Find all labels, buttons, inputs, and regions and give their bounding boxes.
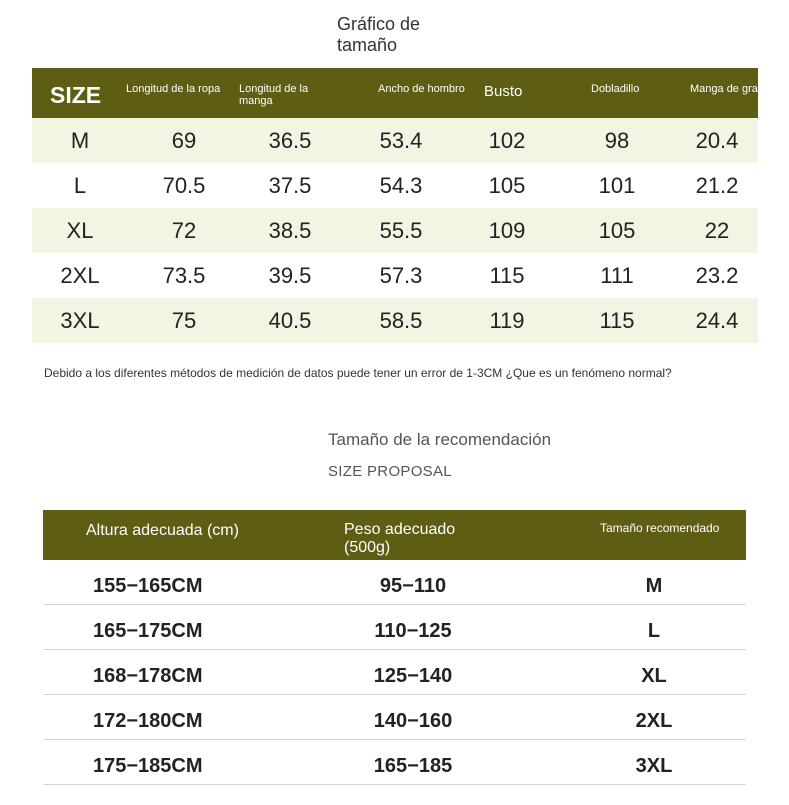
cell-hem: 111 [600,263,634,288]
cell-cuff: 23.2 [695,263,739,288]
recommendation-header [43,510,746,560]
cell-size: XL [66,218,94,243]
cell-recommended-size: L [647,620,661,642]
size-chart-header [32,68,770,118]
size-chart-row [32,208,758,253]
size-chart-row [32,298,758,343]
measurement-note: Debido a los diferentes métodos de medición de datos puede tener un error de 1-3CM ¿Que es un fenómeno normal? [44,366,672,380]
header-cuff: Manga de grasa [690,83,770,95]
cell-cuff: 24.4 [695,308,739,333]
cell-height: 172−180CM [93,710,203,732]
cell-shoulder: 55.5 [379,218,423,243]
cell-length: 70.5 [162,173,206,198]
cell-recommended-size: M [645,575,663,597]
cell-sleeve: 37.5 [268,173,312,198]
cell-length: 72 [171,218,197,243]
recommendation-row [43,695,746,740]
header-bust: Busto [484,83,523,100]
size-chart-row [32,253,758,298]
header-sleeve: Longitud de la manga [239,83,309,107]
header-length: Longitud de la ropa [126,83,221,95]
header-shoulder: Ancho de hombro [378,83,465,95]
cell-size: 3XL [60,308,100,333]
cell-weight: 110−125 [374,620,452,642]
recommendation-row [43,650,746,695]
cell-height: 168−178CM [93,665,203,687]
cell-height: 175−185CM [93,755,203,777]
cell-weight: 140−160 [373,710,453,732]
cell-shoulder: 54.3 [379,173,423,198]
cell-sleeve: 39.5 [268,263,312,288]
cell-sleeve: 36.5 [268,128,312,153]
cell-cuff: 20.4 [695,128,739,153]
cell-weight: 125−140 [373,665,453,687]
header-hem: Dobladillo [591,83,640,95]
cell-size: 2XL [60,263,100,288]
cell-sleeve: 38.5 [268,218,312,243]
cell-cuff: 22 [704,218,730,243]
cell-shoulder: 53.4 [379,128,423,153]
recommendation-row [43,740,746,785]
cell-length: 73.5 [162,263,206,288]
cell-cuff: 21.2 [695,173,739,198]
cell-height: 155−165CM [93,575,203,597]
cell-recommended-size: 2XL [635,710,673,732]
cell-sleeve: 40.5 [268,308,312,333]
size-chart-row [32,163,758,208]
size-chart-table [32,68,770,343]
size-chart-row [32,118,758,163]
cell-shoulder: 57.3 [379,263,423,288]
recommendation-row [43,560,746,605]
cell-hem: 101 [598,173,636,198]
recommendation-table [43,510,746,785]
recommendation-title: Tamaño de la recomendación [328,430,552,449]
cell-bust: 105 [488,173,526,198]
cell-bust: 119 [489,308,525,333]
cell-recommended-size: XL [641,665,667,687]
size-chart-title: Gráfico de tamaño [337,14,421,55]
header-size: SIZE [50,82,102,108]
cell-bust: 109 [488,218,526,243]
cell-weight: 95−110 [379,575,447,597]
cell-recommended-size: 3XL [635,755,673,777]
header-height: Altura adecuada (cm) [86,522,239,539]
cell-bust: 115 [489,263,525,288]
cell-bust: 102 [488,128,526,153]
header-weight: Peso adecuado (500g) [344,521,456,556]
cell-height: 165−175CM [93,620,203,642]
cell-weight: 165−185 [373,755,453,777]
cell-hem: 98 [604,128,630,153]
recommendation-subtitle: SIZE PROPOSAL [328,463,452,480]
cell-size: M [70,128,90,153]
cell-hem: 105 [598,218,636,243]
cell-length: 69 [171,128,197,153]
cell-hem: 115 [599,308,635,333]
cell-length: 75 [171,308,197,333]
cell-shoulder: 58.5 [379,308,423,333]
cell-size: L [73,173,87,198]
recommendation-row [43,605,746,650]
header-recommended-size: Tamaño recomendado [600,521,720,535]
